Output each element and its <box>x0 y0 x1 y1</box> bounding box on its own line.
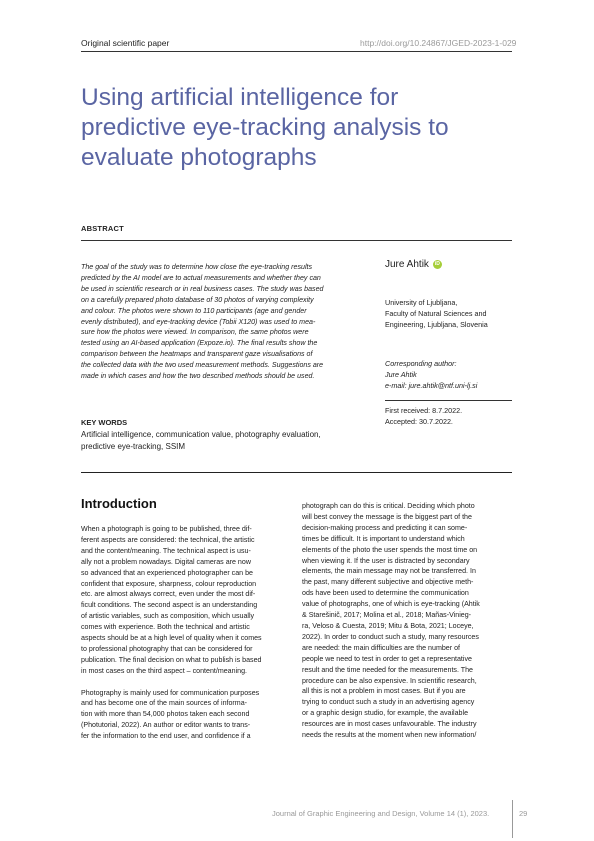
keywords-line: Artificial intelligence, communication value, photography evaluation, <box>81 430 321 439</box>
corresponding-name: Jure Ahtik <box>385 370 417 379</box>
text-line: or a graphic design studio, for example, the available <box>302 709 469 718</box>
text-line: (Photutorial, 2022). An author or editor wants to trans- <box>81 721 251 730</box>
text-line: and the content/meaning. The technical aspect is usu- <box>81 546 251 555</box>
text-line: ods have been used to determine the communication <box>302 589 469 598</box>
text-line: When a photograph is going to be published, three dif- <box>81 525 252 533</box>
author-name: Jure Ahtik <box>385 259 429 270</box>
text-line: trying to conduct such a study in an advertising agency <box>302 698 475 707</box>
keywords-heading: KEY WORDS <box>81 418 128 427</box>
author-block <box>385 259 442 270</box>
text-line: Photography is mainly used for communication purposes <box>81 688 260 697</box>
affiliation-line: University of Ljubljana, <box>385 298 458 307</box>
abstract-line: on a carefully prepared photo database of 30 photos of varying complexity <box>81 295 314 304</box>
text-line: and has become one of the main sources of informa- <box>81 699 248 708</box>
header-rule <box>81 51 512 52</box>
text-line: comes with experience. Both the technical and artistic <box>81 623 250 632</box>
text-line: so advanced that an experienced photographer can be <box>81 568 253 577</box>
page-number: 29 <box>519 809 528 818</box>
text-line: aspects should be at a high level of quality when it comes <box>81 634 262 643</box>
text-line: etc. are almost always correct, even under the most dif- <box>81 590 256 599</box>
text-line: decision-making process and predicting it can some- <box>302 523 468 532</box>
text-line: 2022). In order to conduct such a study, many resources <box>302 632 479 641</box>
affiliation <box>385 297 488 330</box>
intro-paragraph <box>81 524 296 677</box>
abstract-rule <box>81 240 512 241</box>
text-line: times be difficult. It is important to understand which <box>302 534 465 543</box>
text-line: the past, many different subjective and objective meth- <box>302 578 474 587</box>
abstract-line: and colour. The photos were shown to 110 participants (age and gender <box>81 306 307 315</box>
first-received-date: First received: 8.7.2022. <box>385 406 463 415</box>
accepted-date: Accepted: 30.7.2022. <box>385 417 453 426</box>
received-dates <box>385 405 462 427</box>
text-line: publication. The final decision on what to publish is based <box>81 655 262 664</box>
text-line: are needed: the main difficulties are the number of <box>302 643 460 652</box>
text-line: fer the information to the end user, and confidence if a <box>81 732 251 741</box>
intro-right-column <box>302 501 517 752</box>
introduction-heading: Introduction <box>81 496 157 511</box>
text-line: ferent aspects are considered: the technical, the artistic <box>81 535 255 544</box>
intro-paragraph <box>81 688 296 743</box>
text-line: when viewing it. If the user is distracted by secondary <box>302 556 470 565</box>
abstract-line: evenly distributed), and eye-tracking device (Tobii X120) was used to mea- <box>81 317 316 326</box>
abstract-line: be used in scientific research or in real business cases. The study was based <box>81 284 324 293</box>
footer-journal: Journal of Graphic Engineering and Design, Volume 14 (1), 2023. <box>272 809 490 818</box>
text-line: resources are in most cases unfavourable. The industry <box>302 720 477 729</box>
intro-left-column <box>81 524 296 753</box>
corresponding-label: Corresponding author: <box>385 359 457 368</box>
abstract-line: sure how the photos were viewed. In comparison, the same photos were <box>81 328 309 337</box>
affiliation-line: Engineering, Ljubljana, Slovenia <box>385 320 488 329</box>
text-line: confident that exposure, sharpness, colour reproduction <box>81 579 257 588</box>
text-line: ally not a problem nowadays. Digital cameras are now <box>81 557 251 566</box>
text-line: elements of the photo the user spends the most time on <box>302 545 478 554</box>
text-line: people we need to test in order to get a representative <box>302 654 472 663</box>
text-line: value of photographs, one of which is eye-tracking (Ahtik <box>302 600 480 609</box>
text-line: ra, Veloso & Cuesta, 2019; Mitu & Bota, 2021; Loceye, <box>302 621 474 630</box>
footer-divider <box>512 800 513 838</box>
text-line: to professional photography that can be considered for <box>81 644 253 653</box>
keywords-line: predictive eye-tracking, SSIM <box>81 441 186 451</box>
text-line: photograph can do this is critical. Deciding which photo <box>302 502 475 510</box>
abstract-body <box>81 262 366 382</box>
text-line: all this is not a problem in most cases. But if you are <box>302 687 466 696</box>
text-line: ficult conditions. The second aspect is an understanding <box>81 601 258 610</box>
abstract-line: made in which cases and how the two described methods should be used. <box>81 372 315 381</box>
keywords-text <box>81 429 371 452</box>
text-line: needs the results at the moment when new information/ <box>302 731 477 740</box>
section-rule <box>81 472 512 473</box>
article-title: Using artificial intelligence for predictive eye-tracking analysis to evaluate photographs <box>81 84 449 171</box>
paper-type-label: Original scientific paper <box>81 38 170 48</box>
text-line: of artistic variables, such as composition, which usually <box>81 612 255 621</box>
abstract-line: The goal of the study was to determine how close the eye-tracking results <box>81 263 313 271</box>
text-line: procedure can be also expensive. In scientific research, <box>302 676 477 685</box>
dates-rule <box>385 400 512 401</box>
corresponding-author <box>385 358 477 391</box>
abstract-line: comparison between the heatmaps and transparent gaze visualisations of <box>81 350 313 359</box>
text-line: result and the time needed for the measurements. The <box>302 665 474 674</box>
abstract-heading: ABSTRACT <box>81 224 124 233</box>
text-line: tion with more than 54,000 photos taken each second <box>81 710 250 719</box>
corresponding-email[interactable]: e-mail: jure.ahtik@ntf.uni-lj.si <box>385 381 478 390</box>
abstract-line: predicted by the AI model are to actual measurements and whether they can <box>81 273 321 282</box>
orcid-icon[interactable]: iD <box>434 261 440 267</box>
text-line: elements, the main message may not be transferred. In <box>302 567 476 576</box>
text-line: in most cases on the third aspect – content/meaning. <box>81 666 248 675</box>
abstract-line: the collected data with the two used measurement methods. Suggestions are <box>81 361 324 370</box>
abstract-line: tested using an AI-based application (Expoze.io). The final results show the <box>81 339 318 348</box>
text-line: & Starešinič, 2017; Molina et al., 2018; Mañas-Vinieg- <box>302 611 472 620</box>
affiliation-line: Faculty of Natural Sciences and <box>385 309 487 318</box>
doi-link[interactable]: http://doi.org/10.24867/JGED-2023-1-029 <box>360 38 517 48</box>
text-line: will best convey the message is the biggest part of the <box>302 512 472 521</box>
intro-paragraph <box>302 501 517 741</box>
